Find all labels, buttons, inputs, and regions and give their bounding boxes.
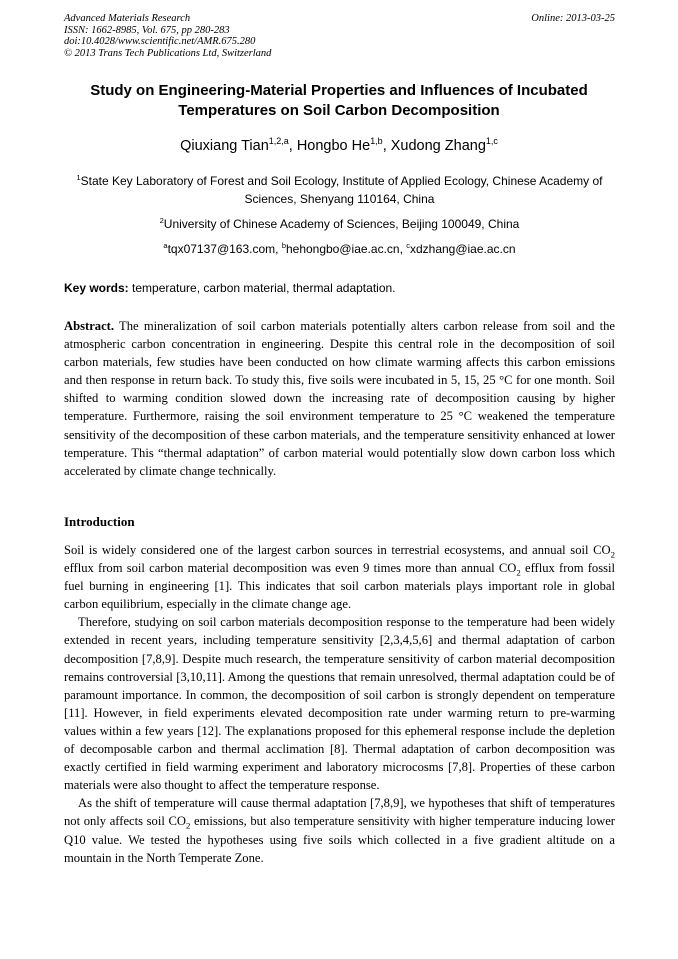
intro-paragraph-3: [64, 794, 615, 866]
copyright-line: © 2013 Trans Tech Publications Ltd, Switzerland: [64, 47, 272, 59]
author-separator: ,: [382, 138, 391, 154]
affiliation-1: [64, 172, 615, 208]
subscript-2: 2: [610, 549, 615, 560]
intro-p3-text-a: As the shift of temperature will cause thermal adaptation [7,8,9], we hypotheses that shift of temperatures not only affects soil CO: [64, 796, 615, 829]
journal-header: [64, 13, 615, 59]
email-mark: c: [406, 241, 410, 250]
keywords-text: temperature, carbon material, thermal adaptation.: [128, 281, 396, 295]
author-list: [40, 136, 638, 156]
doi-line: doi:10.4028/www.scientific.net/AMR.675.280: [64, 36, 256, 47]
abstract-label: Abstract.: [64, 319, 115, 333]
journal-name: Advanced Materials Research: [64, 13, 191, 24]
author-name: Hongbo He: [296, 138, 371, 154]
email-separator: ,: [275, 242, 282, 256]
title-line-1: Study on Engineering-Material Properties and Influences of Incubated: [90, 82, 588, 99]
affiliation-mark: 1: [76, 173, 81, 182]
email-address[interactable]: xdzhang@iae.ac.cn: [409, 242, 516, 256]
author-separator: ,: [288, 138, 297, 154]
introduction-heading: Introduction: [64, 514, 135, 529]
intro-p1-text-b: efflux from soil carbon material decomposition was even 9 times more than annual CO: [64, 561, 517, 576]
keywords-label: Key words:: [64, 281, 129, 295]
abstract-text: The mineralization of soil carbon materials potentially alters carbon release from soil and the atmospheric carbon concentration in engineering. Despite this central role in the decomposition of soil carbon materials, few studies have been conducted on how climate warming affects this carbon emissions and then response in return back. To study this, five soils were incubated in 5, 15, 25 °C for one month. Soil shifted to warming condition slowed down the increasing rate of decomposition causing by higher temperature. Furthermore, raising the soil environment temperature to 25 °C weakened the temperature sensitivity of the decomposition of these carbon materials, and the temperature sensitivity enhanced at lower temperature. This “thermal adaptation” of carbon material would potentially slow down carbon loss which accelerated by climate change technically.: [64, 319, 615, 478]
issn-line: ISSN: 1662-8985, Vol. 675, pp 280-283: [64, 24, 230, 36]
affiliation-2: [64, 215, 615, 233]
intro-paragraph-1: [64, 541, 615, 613]
author-affiliation-mark: 1,c: [485, 136, 498, 147]
email-separator: ,: [399, 242, 407, 256]
keywords: [64, 280, 615, 296]
introduction-body: [64, 541, 615, 867]
email-address[interactable]: tqx07137@163.com: [167, 242, 276, 256]
affiliation-mark: 2: [159, 216, 164, 225]
title-line-2: Temperatures on Soil Carbon Decomposition: [178, 102, 500, 119]
abstract: [64, 317, 615, 480]
email-mark: b: [281, 241, 286, 250]
affiliation-text: University of Chinese Academy of Sciences, Beijing 100049, China: [163, 217, 520, 231]
email-mark: a: [163, 241, 168, 250]
online-date: Online: 2013-03-25: [531, 13, 615, 24]
intro-paragraph-2: Therefore, studying on soil carbon materials decomposition response to the temperature had been widely extended in recent years, including temperature sensitivity [2,3,4,5,6] and thermal adaptation of carbon decomposition [7,8,9]. Despite much research, the temperature sensitivity of carbon material decomposition remains controversial [3,10,11]. Among the questions that remain unresolved, thermal adaptation could be of paramount importance. In common, the decomposition of soil carbon is strongly dependent on temperature [11]. However, in field experiments elevated decomposition rate under warming return to pre-warming values within a few years [12]. The explanations proposed for this ephemeral response include the depletion of decomposable carbon and thermal acclimation [8]. Thermal adaptation of carbon decomposition was exactly certified in field warming experiment and laboratory microcosms [7,8]. Properties of these carbon materials were also thought to affect the temperature response.: [64, 615, 615, 793]
email-list: [64, 240, 615, 258]
author-name: Xudong Zhang: [390, 138, 486, 154]
intro-p1-text-c: efflux from fossil fuel burning in engineering [1]. This indicates that soil carbon materials plays important role in global carbon equilibrium, especially in the climate change age.: [64, 561, 615, 612]
intro-p1-text-a: Soil is widely considered one of the largest carbon sources in terrestrial ecosystems, and annual soil CO: [64, 543, 611, 557]
intro-p3-text-b: emissions, but also temperature sensitivity with higher temperature inducing lower Q10 value. We tested the hypotheses using five soils which collected in a five gradient altitude on a mountain in the North Temperate Zone.: [64, 814, 615, 865]
author-affiliation-mark: 1,b: [370, 136, 383, 147]
subscript-2: 2: [185, 820, 191, 831]
affiliation-text: State Key Laboratory of Forest and Soil Ecology, Institute of Applied Ecology, Chinese Academy of Sciences, Shenyang 110164, China: [80, 174, 603, 206]
paper-title: [40, 81, 638, 121]
subscript-2: 2: [516, 567, 521, 578]
author-affiliation-mark: 1,2,a: [268, 136, 289, 147]
author-name: Qiuxiang Tian: [180, 138, 269, 154]
email-address[interactable]: hehongbo@iae.ac.cn: [285, 242, 400, 256]
